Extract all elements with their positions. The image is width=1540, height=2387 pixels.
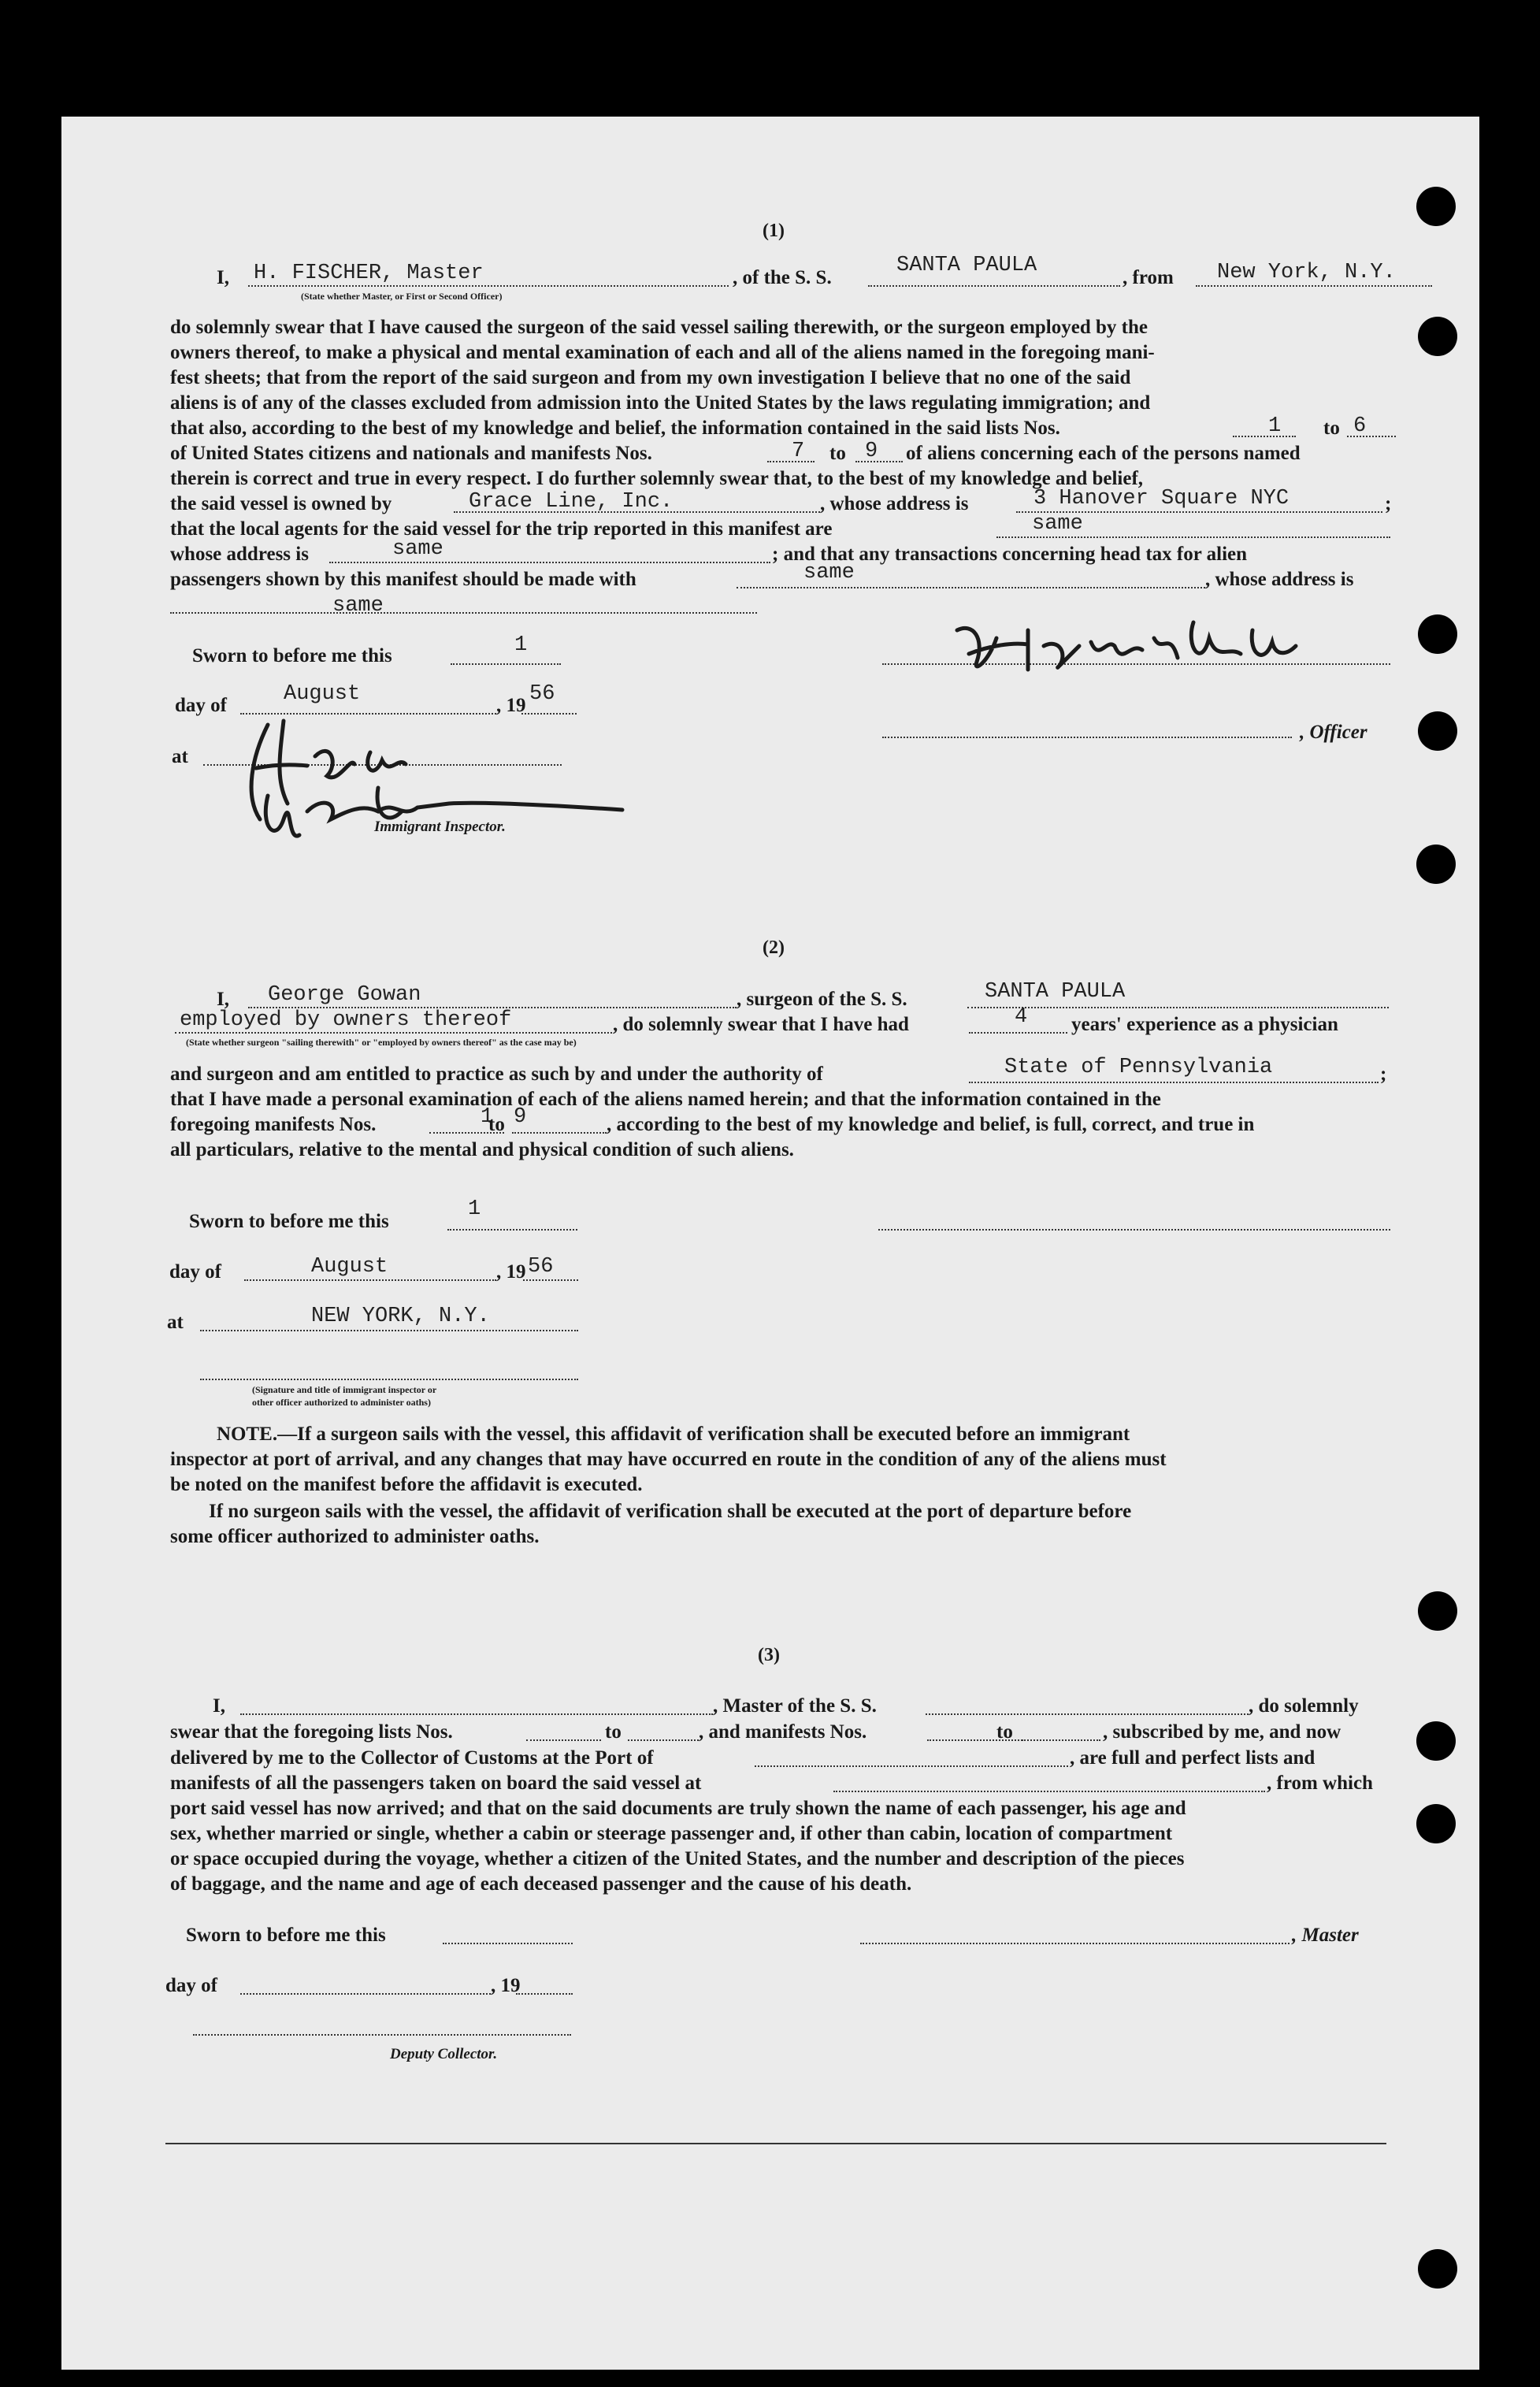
manifests-to: 9 — [865, 440, 878, 463]
manifests-from: 7 — [792, 440, 805, 463]
field-line — [855, 461, 903, 462]
field-line — [628, 1739, 699, 1741]
text: Sworn to before me this — [192, 645, 392, 666]
punch-hole — [1418, 711, 1457, 751]
sworn-day: 1 — [514, 633, 528, 657]
text: whose address is — [170, 544, 309, 565]
section-number: (2) — [763, 937, 785, 958]
field-note: (State whether surgeon "sailing therewith" or "employed by owners thereof" as the case may be) — [186, 1037, 577, 1048]
text: , are full and perfect lists and — [1070, 1747, 1315, 1769]
text: I, — [217, 989, 229, 1010]
agents-address: same — [392, 537, 443, 561]
text: all particulars, relative to the mental and physical condition of such aliens. — [170, 1139, 794, 1160]
punch-hole — [1418, 614, 1457, 654]
text: to — [996, 1721, 1013, 1743]
text: that also, according to the best of my knowledge and belief, the information contained in the said lists Nos. — [170, 418, 1060, 439]
practice-authority: State of Pennsylvania — [1004, 1056, 1273, 1079]
field-line — [244, 1279, 496, 1281]
signature-line — [200, 1379, 578, 1380]
punch-hole — [1416, 187, 1456, 226]
text: and surgeon and am entitled to practice as such by and under the authority of — [170, 1064, 823, 1085]
text: , 19 — [496, 695, 526, 716]
text: aliens is of any of the classes excluded from admission into the United States by the laws regulating immigration; and — [170, 392, 1151, 414]
note-text: some officer authorized to administer oaths. — [170, 1526, 540, 1547]
punch-hole — [1418, 1591, 1457, 1631]
manifests-to: 9 — [514, 1105, 527, 1129]
field-line — [170, 612, 757, 614]
note-text: If no surgeon sails with the vessel, the affidavit of verification shall be executed at the port of departure before — [209, 1501, 1132, 1522]
field-line — [1022, 1739, 1100, 1741]
field-line — [755, 1765, 1068, 1767]
field-line — [737, 587, 1205, 588]
note-text: be noted on the manifest before the affidavit is executed. — [170, 1474, 643, 1495]
text: port said vessel has now arrived; and that on the said documents are truly shown the name of each passenger, his age and — [170, 1798, 1186, 1819]
field-line — [240, 1993, 491, 1995]
inspector-signature — [213, 709, 654, 867]
signature-line — [882, 737, 1292, 738]
field-line — [443, 1943, 573, 1944]
text: years' experience as a physician — [1071, 1014, 1338, 1035]
field-line — [926, 1713, 1249, 1715]
master-label: , Master — [1292, 1925, 1359, 1946]
field-line — [523, 1279, 578, 1281]
text: , from — [1123, 267, 1174, 288]
text: that I have made a personal examination of each of the aliens named herein; and that the information contained in the — [170, 1089, 1161, 1110]
field-line — [967, 1007, 1389, 1008]
section-number: (3) — [758, 1645, 780, 1665]
surgeon-name: George Gowan — [268, 983, 421, 1007]
text: passengers shown by this manifest should be made with — [170, 569, 636, 590]
text: swear that the foregoing lists Nos. — [170, 1721, 453, 1743]
text: to — [829, 443, 846, 464]
lists-from: 1 — [1268, 414, 1282, 438]
text: or space occupied during the voyage, whether a citizen of the United States, and the number and description of the pieces — [170, 1848, 1185, 1869]
text: at — [172, 746, 188, 767]
text: , whose address is — [820, 493, 969, 514]
text: manifests of all the passengers taken on board the said vessel at — [170, 1773, 702, 1794]
head-tax-with: same — [803, 561, 855, 585]
sworn-day: 1 — [468, 1197, 481, 1221]
text: delivered by me to the Collector of Customs at the Port of — [170, 1747, 654, 1769]
head-tax-address: same — [332, 594, 384, 618]
inspector-label: Immigrant Inspector. — [374, 819, 506, 835]
bottom-rule — [165, 2143, 1386, 2144]
field-line — [1196, 285, 1432, 287]
field-line — [175, 1032, 612, 1034]
vessel-name: SANTA PAULA — [985, 980, 1126, 1004]
field-line — [512, 1132, 607, 1134]
text: , Master of the S. S. — [713, 1695, 877, 1717]
section-number: (1) — [763, 221, 785, 241]
text: ; and that any transactions concerning head tax for alien — [772, 544, 1248, 565]
text: , surgeon of the S. S. — [737, 989, 907, 1010]
text: owners thereof, to make a physical and mental examination of each and all of the aliens named in the foregoing mani- — [170, 342, 1155, 363]
deputy-label: Deputy Collector. — [390, 2046, 498, 2062]
text: that the local agents for the said vessel for the trip reported in this manifest are — [170, 518, 833, 540]
text: therein is correct and true in every respect. I do further solemnly swear that, to the best of my knowledge and belief, — [170, 468, 1144, 489]
text: of aliens concerning each of the persons named — [906, 443, 1301, 464]
text: to — [605, 1721, 622, 1743]
field-line — [969, 1032, 1067, 1034]
local-agents: same — [1032, 512, 1083, 536]
text: to — [488, 1114, 505, 1135]
signature-line — [878, 1229, 1390, 1231]
field-note: other officer authorized to administer oaths) — [252, 1397, 431, 1408]
text: Sworn to before me this — [189, 1211, 389, 1232]
field-line — [248, 285, 729, 287]
field-line — [969, 1082, 1379, 1083]
sworn-month: August — [284, 682, 361, 706]
field-line — [200, 1330, 578, 1331]
text: day of — [165, 1975, 217, 1996]
field-line — [526, 1739, 601, 1741]
note-text: inspector at port of arrival, and any changes that may have occurred en route in the condition of any of the aliens must — [170, 1449, 1167, 1470]
master-signature — [941, 607, 1335, 701]
text: at — [167, 1312, 184, 1333]
punch-hole — [1416, 1721, 1456, 1761]
vessel-name: SANTA PAULA — [896, 254, 1037, 277]
text: foregoing manifests Nos. — [170, 1114, 377, 1135]
text: day of — [169, 1261, 221, 1283]
years-experience: 4 — [1015, 1005, 1028, 1029]
field-line — [833, 1791, 1265, 1792]
text: to — [1323, 418, 1340, 439]
text: of baggage, and the name and age of each deceased passenger and the cause of his death. — [170, 1873, 912, 1895]
text: Sworn to before me this — [186, 1925, 386, 1946]
text: , subscribed by me, and now — [1103, 1721, 1341, 1743]
text: , according to the best of my knowledge and belief, is full, correct, and true in — [607, 1114, 1255, 1135]
signature-line — [860, 1943, 1290, 1944]
text: sex, whether married or single, whether a cabin or steerage passenger and, if other than cabin, location of compartment — [170, 1823, 1173, 1844]
punch-hole — [1416, 1804, 1456, 1843]
officer-label: , Officer — [1300, 722, 1367, 743]
field-line — [516, 1993, 573, 1995]
text: of United States citizens and nationals and manifests Nos. — [170, 443, 652, 464]
field-line — [240, 1713, 713, 1715]
surgeon-employment: employed by owners thereof — [180, 1008, 512, 1032]
field-note: (Signature and title of immigrant inspector or — [252, 1384, 437, 1395]
text: fest sheets; that from the report of the said surgeon and from my own investigation I believe that no one of the said — [170, 367, 1131, 388]
field-line — [868, 285, 1120, 287]
field-line — [1233, 436, 1296, 437]
lists-to: 6 — [1353, 414, 1367, 438]
sworn-month: August — [311, 1255, 388, 1279]
sworn-year: 56 — [528, 1255, 554, 1279]
punch-hole — [1416, 845, 1456, 884]
field-note: (State whether Master, or First or Second Officer) — [301, 291, 503, 302]
text: day of — [175, 695, 227, 716]
text: , whose address is — [1205, 569, 1354, 590]
note-text: NOTE.—If a surgeon sails with the vessel, this affidavit of verification shall be executed before an immigrant — [217, 1424, 1130, 1445]
text: , 19 — [491, 1975, 521, 1996]
text: I, — [217, 267, 229, 288]
text: , do solemnly — [1249, 1695, 1359, 1717]
text: I, — [213, 1695, 225, 1717]
vessel-owner: Grace Line, Inc. — [469, 490, 674, 514]
punch-hole — [1418, 2249, 1457, 2289]
text: , and manifests Nos. — [699, 1721, 867, 1743]
text: the said vessel is owned by — [170, 493, 392, 514]
text: , from which — [1267, 1773, 1373, 1794]
field-line — [996, 536, 1390, 538]
punch-hole — [1418, 317, 1457, 356]
signature-line — [193, 2034, 571, 2036]
text: ; — [1380, 1064, 1387, 1085]
field-line — [447, 1229, 577, 1231]
text: , of the S. S. — [733, 267, 832, 288]
sworn-place: NEW YORK, N.Y. — [311, 1305, 490, 1328]
from-port: New York, N.Y. — [1217, 261, 1396, 284]
text: , 19 — [496, 1261, 526, 1283]
field-line — [767, 461, 815, 462]
manifests-from: 1 — [481, 1105, 494, 1129]
field-line — [329, 562, 770, 563]
field-line — [451, 663, 561, 665]
master-name: H. FISCHER, Master — [254, 262, 484, 285]
text: , do solemnly swear that I have had — [613, 1014, 909, 1035]
text: ; — [1385, 493, 1392, 514]
sworn-year: 56 — [529, 682, 555, 706]
text: do solemnly swear that I have caused the surgeon of the said vessel sailing therewith, or the surgeon employed by the — [170, 317, 1148, 338]
owner-address: 3 Hanover Square NYC — [1033, 487, 1290, 510]
